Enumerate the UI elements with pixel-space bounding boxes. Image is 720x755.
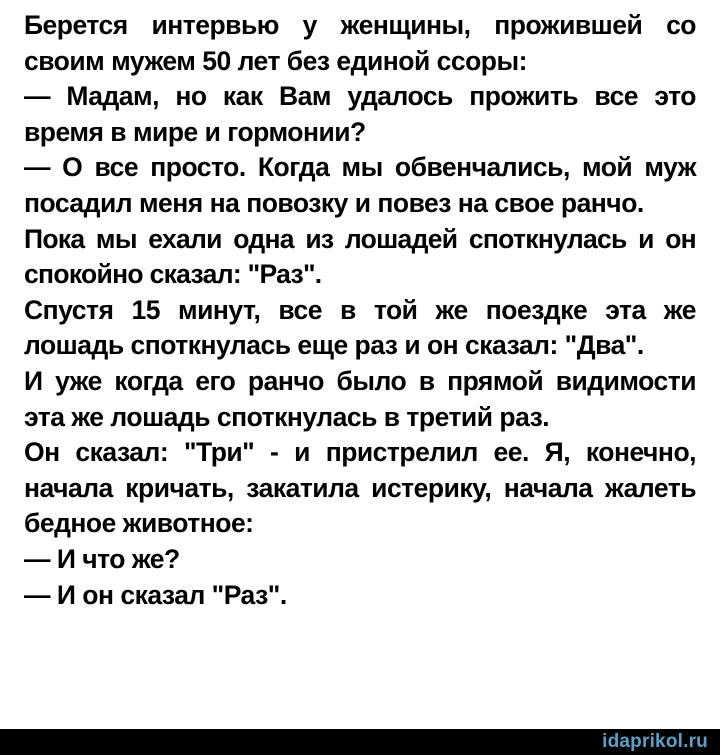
paragraph-question: — Мадам, но как Вам удалось прожить все это время в мире и гормонии? — [24, 81, 696, 147]
paragraph-second-stumble: Спустя 15 минут, все в той же поездке эта же лошадь споткнулась еще раз и он сказал: "Два". — [24, 294, 696, 361]
footer-bar — [0, 729, 720, 755]
paragraph-punchline: — И он сказал "Раз". — [24, 579, 287, 610]
paragraph-first-stumble: Пока мы ехали одна из лошадей споткнулась и он спокойно сказал: "Раз". — [24, 223, 696, 290]
paragraph-shooting: Он сказал: "Три" - и пристрелил ее. Я, конечно, начала кричать, закатила истерику, начала жалеть бедное животное: — [24, 437, 696, 539]
paragraph-intro: Берется интервью у женщины, прожившей со своим мужем 50 лет без единой ссоры: — [24, 10, 696, 76]
paragraph-third-stumble: И уже когда его ранчо было в прямой видимости эта же лошадь споткнулась в третий раз. — [24, 365, 696, 432]
watermark-text: idaprikol.ru — [602, 731, 708, 752]
story-text — [24, 8, 696, 613]
paragraph-follow-up-question: — И что же? — [24, 543, 180, 574]
paragraph-answer: — О все просто. Когда мы обвенчались, мой муж посадил меня на повозку и повез на свое ранчо. — [24, 152, 696, 218]
